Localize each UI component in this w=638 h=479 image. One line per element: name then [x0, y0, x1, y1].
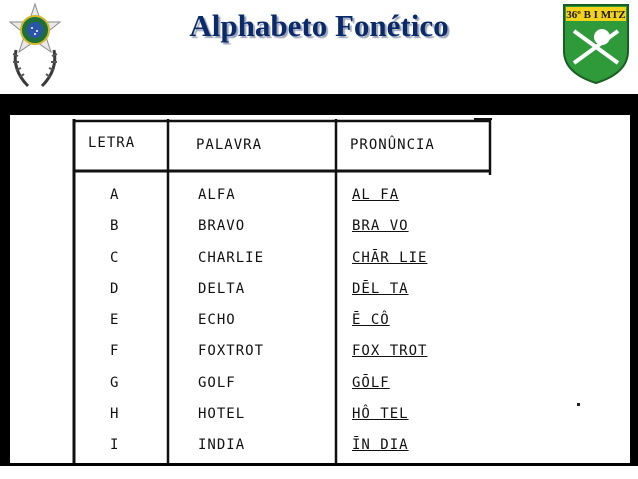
row-word: INDIA: [198, 437, 246, 453]
row-word: DELTA: [198, 281, 246, 297]
scanned-document: [10, 115, 630, 463]
emblem-label: 36º B I MTZ: [566, 9, 626, 21]
row-pronunciation: HÔ TEL: [352, 406, 409, 422]
row-word: ECHO: [198, 312, 236, 328]
slide-header: [0, 0, 638, 94]
header-pronuncia: PRONÛNCIA: [350, 137, 435, 153]
row-word: CHARLIE: [198, 250, 265, 266]
row-pronunciation: AL FA: [352, 187, 400, 203]
scan-speck: [577, 403, 580, 406]
row-letter: A: [110, 187, 120, 203]
header-palavra: PALAVRA: [196, 137, 263, 153]
row-letter: C: [110, 250, 120, 266]
row-word: BRAVO: [198, 218, 246, 234]
header-letra: LETRA: [88, 135, 136, 151]
row-letter: H: [110, 406, 120, 422]
row-pronunciation: BRA VO: [352, 218, 409, 234]
row-word: ALFA: [198, 187, 236, 203]
row-word: GOLF: [198, 375, 236, 391]
row-pronunciation: DĒL TA: [352, 281, 409, 297]
row-pronunciation: FOX TROT: [352, 343, 428, 359]
row-letter: E: [110, 312, 120, 328]
row-word: FOXTROT: [198, 343, 265, 359]
row-pronunciation: ĪN DIA: [352, 437, 409, 453]
row-letter: G: [110, 375, 120, 391]
battalion-shield-icon: [560, 1, 632, 85]
row-letter: B: [110, 218, 120, 234]
slide-title: Alphabeto Fonético: [189, 8, 449, 43]
row-letter: D: [110, 281, 120, 297]
row-letter: I: [110, 437, 120, 453]
row-pronunciation: GŌLF: [352, 375, 390, 391]
row-letter: F: [110, 343, 120, 359]
table-grid: [10, 115, 630, 463]
row-word: HOTEL: [198, 406, 246, 422]
row-pronunciation: CHĀR LIE: [352, 250, 428, 266]
row-pronunciation: Ē CÔ: [352, 312, 390, 328]
